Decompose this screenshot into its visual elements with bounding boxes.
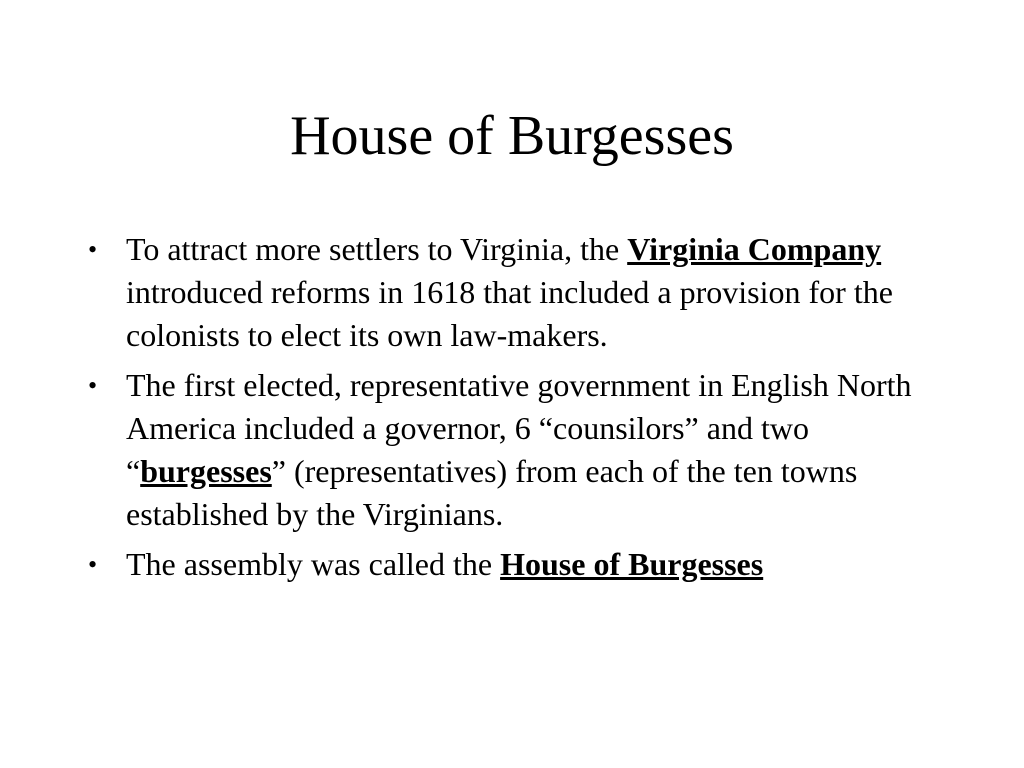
bullet-text-before: To attract more settlers to Virginia, the [126,231,628,267]
key-term-virginia-company: Virginia Company [627,231,882,267]
bullet-item [88,228,918,357]
bullet-list [88,228,918,593]
bullet-item [88,364,918,536]
bullet-dot-icon: • [88,235,98,264]
bullet-text-before: The first elected, representative government in English North America included a governor, 6 “counsilors” and two “ [126,367,912,489]
key-term-house-of-burgesses: House of Burgesses [500,546,764,582]
bullet-dot-icon: • [88,371,98,400]
key-term-burgesses: burgesses [140,453,272,489]
bullet-item [88,543,918,586]
slide-title: House of Burgesses [290,105,734,167]
bullet-text-after: introduced reforms in 1618 that included a provision for the colonists to elect its own law-makers. [126,274,893,353]
bullet-text-after: ” (representatives) from each of the ten towns established by the Virginians. [126,453,858,532]
bullet-dot-icon: • [88,550,98,579]
bullet-text-before: The assembly was called the [126,546,501,582]
